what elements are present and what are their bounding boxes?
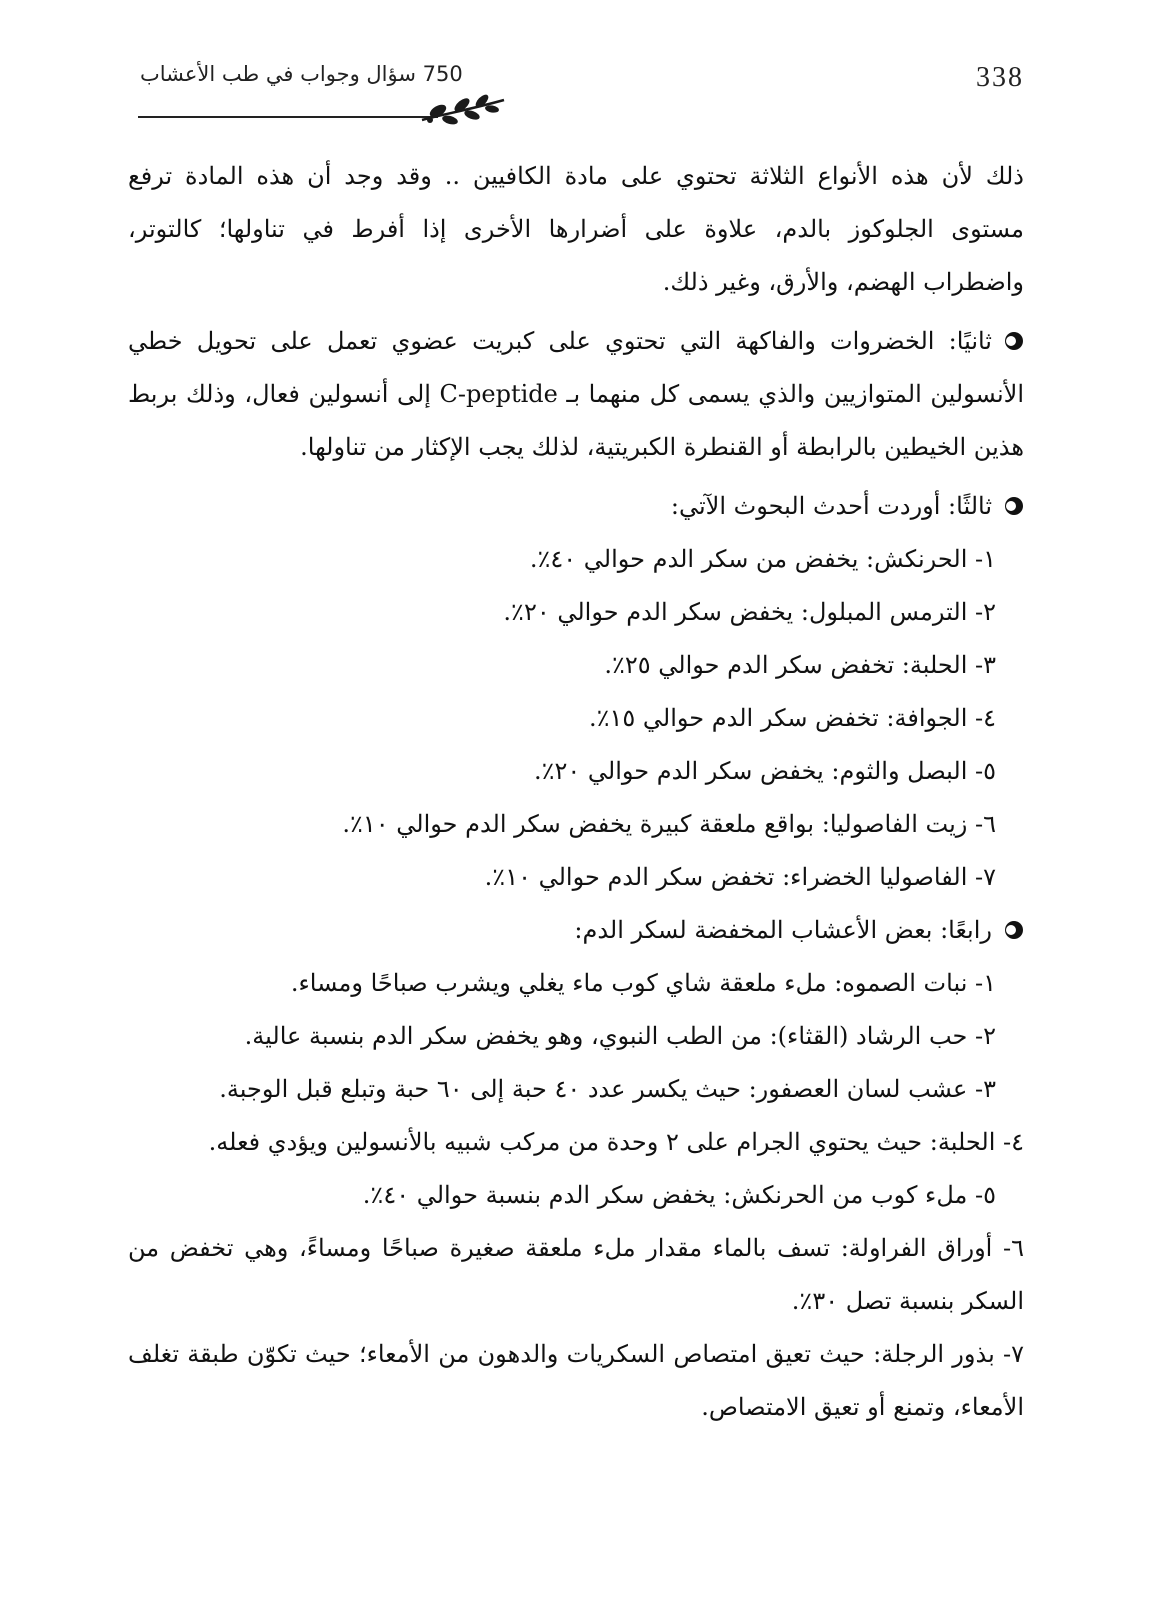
page-header <box>128 58 1024 130</box>
page-number: 338 <box>976 62 1024 93</box>
research-list <box>128 533 1024 904</box>
list-item: ٤- الجوافة: تخفض سكر الدم حوالي ١٥٪. <box>588 704 996 732</box>
fourth-point-text: رابعًا: بعض الأعشاب المخفضة لسكر الدم: <box>574 916 992 944</box>
list-item: ٢- حب الرشاد (القثاء): من الطب النبوي، وهو يخفض سكر الدم بنسبة عالية. <box>244 1022 996 1050</box>
leafy-branch-ornament-icon <box>420 94 506 126</box>
page-body <box>128 150 1024 1434</box>
list-item: ١- الحرنكش: يخفض من سكر الدم حوالي ٤٠٪. <box>529 545 996 573</box>
list-item: ٢- الترمس المبلول: يخفض سكر الدم حوالي ٢٠٪. <box>503 598 996 626</box>
list-item: ١- نبات الصموه: ملء ملعقة شاي كوب ماء يغلي ويشرب صباحًا ومساء. <box>290 969 996 997</box>
list-item: ٦- أوراق الفراولة: تسف بالماء مقدار ملء ملعقة صغيرة صباحًا ومساءً، وهي تخفض من السكر بنسبة تصل ٣٠٪. <box>128 1234 1024 1315</box>
list-item: ٦- زيت الفاصوليا: بواقع ملعقة كبيرة يخفض سكر الدم حوالي ١٠٪. <box>342 810 996 838</box>
herb-list <box>128 957 1024 1434</box>
header-rule <box>138 116 438 118</box>
intro-paragraph: ذلك لأن هذه الأنواع الثلاثة تحتوي على مادة الكافيين .. وقد وجد أن هذه المادة ترفع مستوى الجلوكوز بالدم، علاوة على أضرارها الأخرى إذا أفرط في تناولها؛ كالتوتر، واضطراب الهضم، والأرق، وغير ذلك. <box>128 162 1024 296</box>
crescent-bullet-icon <box>1004 920 1024 940</box>
third-point-heading <box>128 480 1024 533</box>
list-item: ٥- ملء كوب من الحرنكش: يخفض سكر الدم بنسبة حوالي ٤٠٪. <box>362 1181 996 1209</box>
second-point-paragraph <box>128 315 1024 474</box>
list-item: ٤- الحلبة: حيث يحتوي الجرام على ٢ وحدة من مركب شبيه بالأنسولين ويؤدي فعله. <box>208 1128 1024 1156</box>
list-item: ٥- البصل والثوم: يخفض سكر الدم حوالي ٢٠٪. <box>533 757 996 785</box>
list-item: ٣- عشب لسان العصفور: حيث يكسر عدد ٤٠ حبة إلى ٦٠ حبة وتبلع قبل الوجبة. <box>219 1075 996 1103</box>
list-item: ٣- الحلبة: تخفض سكر الدم حوالي ٢٥٪. <box>604 651 996 679</box>
crescent-bullet-icon <box>1004 331 1024 351</box>
second-point-text: ثانيًا: الخضروات والفاكهة التي تحتوي على كبريت عضوي تعمل على تحويل خطي الأنسولين المتوازيين والذي يسمى كل منهما بـ C-peptide إلى أنسولين فعال، وذلك بربط هذين الخيطين بالرابطة أو القنطرة الكبريتية، لذلك يجب الإكثار من تناولها. <box>128 327 1024 461</box>
fourth-point-heading <box>128 904 1024 957</box>
list-item: ٧- بذور الرجلة: حيث تعيق امتصاص السكريات والدهون من الأمعاء؛ حيث تكوّن طبقة تغلف الأمعاء، وتمنع أو تعيق الامتصاص. <box>128 1340 1024 1421</box>
running-title: 750 سؤال وجواب في طب الأعشاب <box>140 62 463 86</box>
third-point-text: ثالثًا: أوردت أحدث البحوث الآتي: <box>670 492 992 520</box>
list-item: ٧- الفاصوليا الخضراء: تخفض سكر الدم حوالي ١٠٪. <box>484 863 996 891</box>
crescent-bullet-icon <box>1004 496 1024 516</box>
